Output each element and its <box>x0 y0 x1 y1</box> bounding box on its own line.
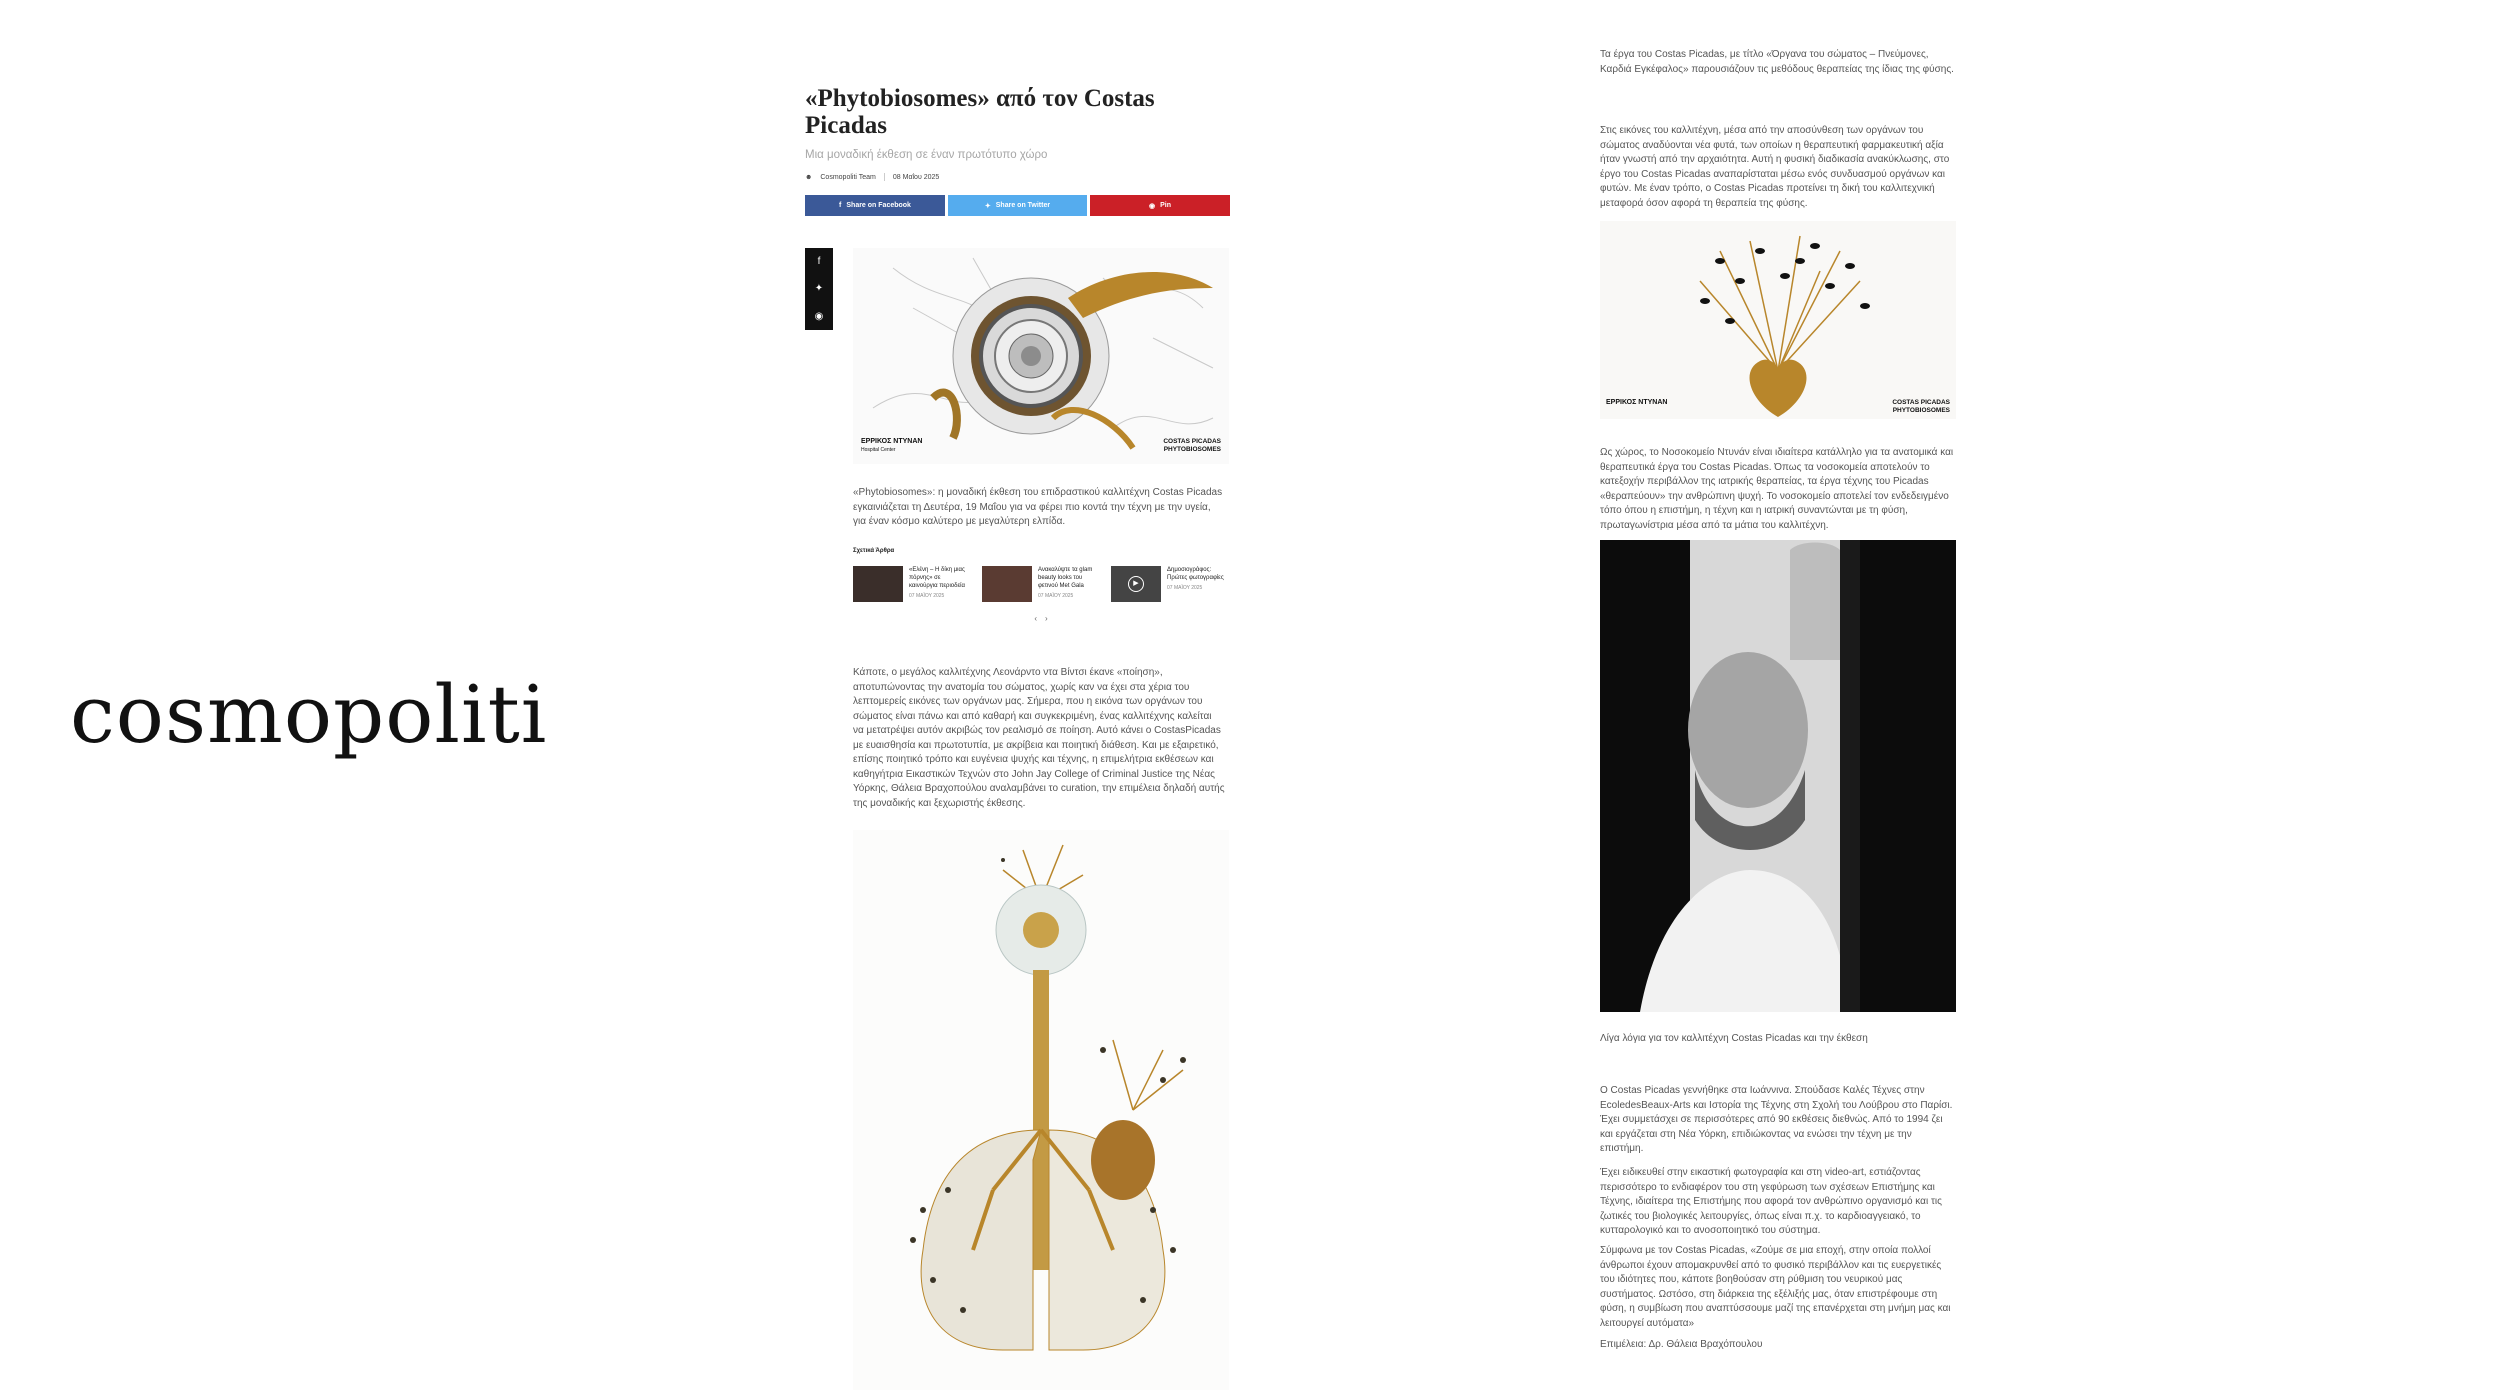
share-pin-label: Pin <box>1160 202 1171 209</box>
play-icon[interactable]: ▶ <box>1128 576 1144 592</box>
gold-heart-graphic <box>1600 221 1956 419</box>
portrait-graphic <box>1600 540 1956 1012</box>
related-title[interactable]: «Ελένη – Η δίκη μιας πόρνης» σε καινούργια περιοδεία <box>909 567 965 589</box>
artwork-gold-heart-image <box>1600 221 1956 419</box>
related-thumbnail[interactable] <box>982 566 1032 602</box>
related-articles <box>853 548 1229 623</box>
related-date: 07 ΜΑΪΟΥ 2025 <box>909 593 945 599</box>
artist-portrait-image <box>1600 540 1956 1012</box>
meta-divider <box>884 173 885 181</box>
share-twitter-label: Share on Twitter <box>995 202 1051 209</box>
article-author[interactable]: Cosmopoliti Team <box>820 173 876 181</box>
pinterest-icon[interactable]: ◉ <box>814 310 824 322</box>
right-paragraph-5: Έχει ειδικευθεί στην εικαστική φωτογραφία και στη video-art, εστιάζοντας περισσότερο το ενδιαφέρον του στη γεφύρωση των σχέσεων Επιστήμης και Τέχνης, ιδιαίτερα της Επιστήμης που αφορά τον ανθρώπινο οργανισμό και τις ζωτικές του βιολογικές λειτουργίες, όπως είναι π.χ. το καρδιοαγγειακό, το κυτταρολογικό και το ανοσοποιητικό του σύστημα. <box>1600 1167 1942 1236</box>
lungs-artwork-graphic <box>853 830 1229 1390</box>
article-date: 08 Μαΐου 2025 <box>892 173 940 181</box>
image-caption: Λίγα λόγια για τον καλλιτέχνη Costas Picadas και την έκθεση <box>1600 1033 1868 1044</box>
twitter-icon[interactable]: ✦ <box>814 283 824 295</box>
related-title[interactable]: Δημοσιογράφος: Πρώτες φωτογραφίες <box>1167 567 1224 581</box>
exhibition-mark: COSTAS PICADAS PHYTOBIOSOMES <box>1163 438 1221 453</box>
intro-paragraph: «Phytobiosomes»: η μοναδική έκθεση του επιδραστικού καλλιτέχνη Costas Picadas εγκαινιάζεται τη Δευτέρα, 19 Μαΐου για να φέρει πιο κοντά την τέχνη με την υγεία, για έναν κόσμο καλύτερο με μεγαλύτερη ελπίδα. <box>853 487 1223 527</box>
facebook-icon[interactable]: f <box>817 256 821 268</box>
twitter-icon: ✦ <box>984 202 991 210</box>
body-paragraph: Κάποτε, ο μεγάλος καλλιτέχνης Λεονάρντο ντα Βίντσι έκανε «ποίηση», αποτυπώνοντας την ανατομία του σώματος, χωρίς καν να έχει στα χέρια του λεπτομερείς εικόνες των οργάνων μας. Σήμερα, που η εικόνα των οργάνων του σώματος είναι πάνω και από καθαρή και συγκεκριμένη, ένας καλλιτέχνης καλείται να μετατρέψει αυτόν ακριβώς τον ρεαλισμό σε ποίηση. Αυτό κάνει ο CostasPicadas με ευαισθησία και πρωτοτυπία, με ακρίβεια και ποιητική διάθεση. Και με εξαιρετικό, επίσης ποιητικό τρόπο και ευγένεια ψυχής και τέχνης, η επιμελήτρια εκθέσεων και καθηγήτρια Εικαστικών Τεχνών στο John Jay College of Criminal Justice της Νέας Υόρκης, Θάλεια Βραχοπούλου αναλαμβάνει το curation, την επιμέλεια δηλαδή αυτής της μοναδικής και ξεχωριστής έκθεσης. <box>853 667 1225 809</box>
related-date: 07 ΜΑΪΟΥ 2025 <box>1167 585 1203 591</box>
right-paragraph-3: Ως χώρος, το Νοσοκομείο Ντυνάν είναι ιδιαίτερα κατάλληλο για τα ανατομικά και θεραπευτικά έργα του Costas Picadas. Όπως τα νοσοκομεία αποτελούν το κατεξοχήν περιβάλλον της ιατρικής θεραπείας, τα έργα τέχνης του Picadas «θεραπεύουν» την ανθρώπινη ψυχή. Το νοσοκομείο αποτελεί τον ενδεδειγμένο τόπο όπου η επιστήμη, η τέχνη και η ιατρική συναντώνται με τη φύση, πρωταγωνίστρια μέσα από τα μάτια του καλλιτέχνη. <box>1600 447 1954 531</box>
facebook-icon: f <box>839 202 842 209</box>
artwork-eye-image <box>853 248 1229 464</box>
article-meta <box>805 173 1235 181</box>
author-icon: ☻ <box>805 173 813 181</box>
related-title[interactable]: Ανακαλύψτε τα glam beauty looks του φετινού Met Gala <box>1038 567 1093 589</box>
prev-arrow-icon[interactable]: ‹ <box>1034 614 1037 623</box>
share-facebook-label: Share on Facebook <box>846 202 911 209</box>
hospital-logo: ΕΡΡΙΚΟΣ ΝΤΥΝΑΝ <box>1606 399 1668 406</box>
related-date: 07 ΜΑΪΟΥ 2025 <box>1038 593 1074 599</box>
hospital-logo-text: ΕΡΡΙΚΟΣ ΝΤΥΝΑΝ <box>861 438 923 445</box>
article-subtitle: Μια μοναδική έκθεση σε έναν πρωτότυπο χώρο <box>805 149 1048 161</box>
share-twitter-button[interactable] <box>948 195 1087 216</box>
next-arrow-icon[interactable]: › <box>1045 614 1048 623</box>
share-facebook-button[interactable] <box>805 195 945 216</box>
right-paragraph-4: Ο Costas Picadas γεννήθηκε στα Ιωάννινα. Σπούδασε Καλές Τέχνες στην EcoledesBeaux-Arts και Ιστορία της Τέχνης στη Σχολή του Λούβρου στο Παρίσι. Έχει συμμετάσχει σε περισσότερες από 90 εκθέσεις διεθνώς. Από το 1994 ζει και εργάζεται στη Νέα Υόρκη, επιδιώκοντας να ενώσει την τέχνη με την επιστήμη. <box>1600 1085 1953 1154</box>
share-pin-button[interactable] <box>1090 195 1230 216</box>
related-item[interactable] <box>853 566 968 602</box>
share-bar <box>805 195 1235 216</box>
eye-artwork-graphic <box>853 248 1229 464</box>
right-paragraph-6: Σύμφωνα με τον Costas Picadas, «Ζούμε σε μια εποχή, στην οποία πολλοί άνθρωποι έχουν απομακρυνθεί από το φυσικό περιβάλλον και τις ευεργετικές του ιδιότητες που, κάποτε βοηθούσαν στη ρύθμιση του νευρικού μας συστήματος. Ωστόσο, στη διάρκεια της εξέλιξής μας, όταν επιστρέφουμε στη φύση, η συμβίωση που αναπτύσσουμε μαζί της επανέρχεται στη μνήμη μας και λειτουργεί αυτόματα» <box>1600 1245 1951 1329</box>
related-heading: Σχετικά Άρθρα <box>853 548 895 554</box>
pinterest-icon: ◉ <box>1149 202 1156 210</box>
related-item[interactable] <box>1111 566 1226 602</box>
article-header <box>805 85 1235 216</box>
related-pager <box>853 614 1229 623</box>
site-logo[interactable]: cosmopoliti <box>70 668 548 761</box>
artwork-lungs-image <box>853 830 1229 1390</box>
right-paragraph-2: Στις εικόνες του καλλιτέχνη, μέσα από την αποσύνθεση των οργάνων του σώματος αναδύονται νέα φυτά, των οποίων η θεραπευτική φαρμακευτική αξία ήταν γνωστή από την αρχαιότητα. Αυτή η φυσική διαδικασία ανακύκλωσης, στο έργο του Costas Picadas αναπαρίσταται μέσω ενός συνδυασμού οργάνων και φυτών. Με έναν τρόπο, ο Costas Picadas προτείνει τη δική του καλλιτεχνική μεταφορά όσον αφορά τη θεραπεία της φύσης. <box>1600 125 1950 209</box>
exhibition-mark: COSTAS PICADAS PHYTOBIOSOMES <box>1892 399 1950 414</box>
right-paragraph-1: Τα έργα του Costas Picadas, με τίτλο «Όργανα του σώματος – Πνεύμονες, Καρδιά Εγκέφαλος» παρουσιάζουν τις μεθόδους θεραπείας της ίδιας της φύσης. <box>1600 49 1954 75</box>
hospital-logo-subtext: Hospital Center <box>861 447 896 453</box>
curator-credit: Επιμέλεια: Δρ. Θάλεια Βραχόπουλου <box>1600 1339 1763 1350</box>
related-thumbnail[interactable] <box>1111 566 1161 602</box>
floating-share-bar <box>805 248 833 330</box>
hospital-logo <box>861 438 922 454</box>
article-title: «Phytobiosomes» από τον Costas Picadas <box>805 85 1155 139</box>
related-item[interactable] <box>982 566 1097 602</box>
related-thumbnail[interactable] <box>853 566 903 602</box>
